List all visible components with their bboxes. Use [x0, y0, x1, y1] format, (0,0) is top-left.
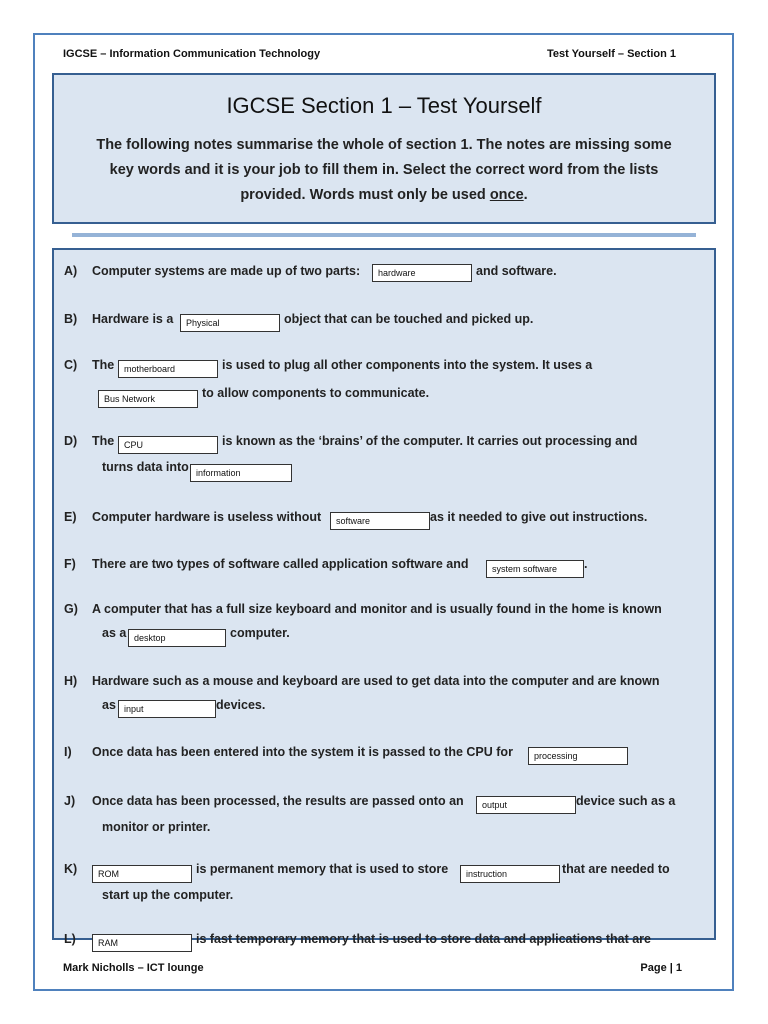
question-text: as a	[102, 626, 127, 640]
question-text: as it needed to give out instructions.	[430, 510, 648, 524]
question-text: .	[584, 557, 588, 571]
question-text: as	[102, 698, 116, 712]
question-letter: L)	[64, 932, 76, 946]
footer-page-number: Page | 1	[640, 962, 682, 974]
question-text: Computer hardware is useless without	[92, 510, 322, 524]
footer-author: Mark Nicholls – ICT lounge	[63, 962, 204, 974]
question-text: devices.	[216, 698, 266, 712]
question-text: Once data has been processed, the results are passed onto an	[92, 794, 464, 808]
question-letter: I)	[64, 745, 72, 759]
answer-blank[interactable]: instruction	[460, 865, 560, 883]
header-right: Test Yourself – Section 1	[547, 48, 676, 60]
answer-blank[interactable]: system software	[486, 560, 584, 578]
answer-blank[interactable]: motherboard	[118, 360, 218, 378]
question-letter: F)	[64, 557, 76, 571]
question-text: The	[92, 434, 115, 448]
answer-blank[interactable]: RAM	[92, 934, 192, 952]
question-letter: C)	[64, 358, 78, 372]
intro-end: .	[523, 187, 528, 203]
question-text: is used to plug all other components into the system. It uses a	[222, 358, 593, 372]
questions-box	[52, 248, 716, 948]
question-text: device such as a	[576, 794, 676, 808]
question-letter: D)	[64, 434, 78, 448]
question-letter: H)	[64, 674, 78, 688]
answer-blank[interactable]: output	[476, 796, 576, 814]
question-text: Hardware such as a mouse and keyboard are used to get data into the computer and are known	[92, 674, 660, 688]
header-left: IGCSE – Information Communication Technology	[63, 48, 321, 60]
question-text: Computer systems are made up of two parts:	[92, 264, 361, 278]
question-text: The	[92, 358, 115, 372]
intro-text	[84, 133, 684, 208]
question-letter: G)	[64, 602, 78, 616]
question-letter: K)	[64, 862, 78, 876]
intro-emphasis: once	[489, 187, 524, 203]
question-text: to allow components to communicate.	[202, 386, 430, 400]
question-text: computer.	[230, 626, 290, 640]
answer-blank[interactable]: processing	[528, 747, 628, 765]
question-letter: J)	[64, 794, 76, 808]
question-text: Once data has been entered into the system it is passed to the CPU for	[92, 745, 513, 759]
question-text: and software.	[476, 264, 557, 278]
question-text: There are two types of software called application software and	[92, 557, 469, 571]
answer-blank[interactable]: input	[118, 700, 216, 718]
answer-blank[interactable]: CPU	[118, 436, 218, 454]
answer-blank[interactable]: Bus Network	[98, 390, 198, 408]
answer-blank[interactable]: information	[190, 464, 292, 482]
question-letter: B)	[64, 312, 78, 326]
title-box	[52, 73, 716, 224]
question-text: is fast temporary memory that is used to store data and applications that are	[196, 932, 651, 946]
question-letter: A)	[64, 264, 78, 278]
question-text: Hardware is a	[92, 312, 174, 326]
question-text: is known as the ‘brains’ of the computer. It carries out processing and	[222, 434, 638, 448]
question-text: start up the computer.	[102, 888, 234, 902]
question-letter: E)	[64, 510, 77, 524]
answer-blank[interactable]: software	[330, 512, 430, 530]
page-title: IGCSE Section 1 – Test Yourself	[226, 93, 542, 118]
question-text: is permanent memory that is used to store	[196, 862, 449, 876]
divider-rule	[72, 233, 696, 237]
intro-body: The following notes summarise the whole of section 1. The notes are missing some key words and it is your job to fill them in. Select the correct word from the lists provided. Words must only be used	[96, 137, 672, 203]
question-text: object that can be touched and picked up.	[284, 312, 534, 326]
answer-blank[interactable]: ROM	[92, 865, 192, 883]
question-text: turns data into	[102, 460, 189, 474]
question-text: monitor or printer.	[102, 820, 211, 834]
answer-blank[interactable]: Physical	[180, 314, 280, 332]
question-text: A computer that has a full size keyboard and monitor and is usually found in the home is known	[92, 602, 662, 616]
question-text: that are needed to	[562, 862, 670, 876]
answer-blank[interactable]: hardware	[372, 264, 472, 282]
answer-blank[interactable]: desktop	[128, 629, 226, 647]
